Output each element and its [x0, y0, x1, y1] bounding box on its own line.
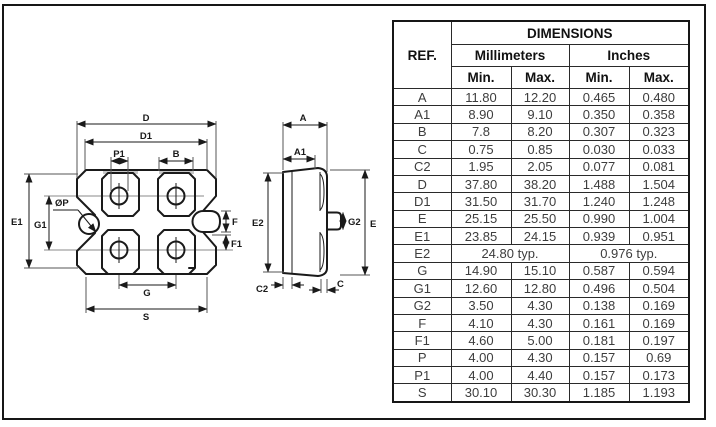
ref-cell: C: [393, 141, 451, 158]
dim-label-e2: E2: [252, 218, 264, 229]
dim-f: [221, 211, 238, 232]
package-top-view: [11, 113, 243, 323]
ref-cell: A: [393, 89, 451, 106]
dim-c2: [256, 277, 304, 295]
col-header-in-min: Min.: [569, 67, 629, 89]
dim-b: [159, 149, 193, 171]
dim-label-b: B: [172, 149, 180, 160]
dim-label-d1: D1: [139, 131, 153, 142]
dim-label-p1: P1: [113, 149, 125, 160]
dim-label-c: C: [337, 279, 344, 290]
ref-cell: F1: [393, 332, 451, 349]
terminal-pad: [102, 173, 139, 216]
table-row: D1 31.50 31.70 1.240 1.248: [393, 193, 689, 210]
unit-header-mm: Millimeters: [451, 45, 569, 67]
table-row: E1 23.85 24.15 0.939 0.951: [393, 228, 689, 245]
col-header-in-max: Max.: [629, 67, 689, 89]
dim-d1: [85, 131, 207, 170]
col-header-mm-max: Max.: [511, 67, 569, 89]
dim-a1: [283, 147, 315, 169]
dim-label-a: A: [299, 113, 307, 124]
dim-label-g: G: [143, 288, 151, 299]
table-row: C 0.75 0.85 0.030 0.033: [393, 141, 689, 158]
table-row: G 14.90 15.10 0.587 0.594: [393, 262, 689, 279]
table-row: E 25.15 25.50 0.990 1.004: [393, 210, 689, 227]
table-row: G1 12.60 12.80 0.496 0.504: [393, 280, 689, 297]
polarizing-tab: [203, 211, 220, 232]
dim-a: [283, 113, 327, 172]
terminal-bump: [320, 174, 324, 210]
dim-g: [119, 275, 176, 299]
table-row: F1 4.60 5.00 0.181 0.197: [393, 332, 689, 349]
dim-label-e: E: [370, 219, 377, 230]
terminal-bump: [320, 233, 324, 270]
table-row: S 30.10 30.30 1.185 1.193: [393, 384, 689, 402]
ref-cell: D1: [393, 193, 451, 210]
ref-cell: F: [393, 314, 451, 331]
table-title: DIMENSIONS: [451, 21, 689, 45]
dim-label-f1: F1: [231, 239, 243, 250]
dim-s: [86, 277, 207, 323]
ref-header: REF.: [393, 21, 451, 89]
ref-cell: P: [393, 349, 451, 366]
table-row: P 4.00 4.30 0.157 0.69: [393, 349, 689, 366]
table-row: C2 1.95 2.05 0.077 0.081: [393, 158, 689, 175]
dim-label-d: D: [142, 113, 150, 124]
table-row: B 7.8 8.20 0.307 0.323: [393, 123, 689, 140]
col-header-mm-min: Min.: [451, 67, 511, 89]
dim-label-e1: E1: [11, 217, 23, 228]
table-row: A1 8.90 9.10 0.350 0.358: [393, 106, 689, 123]
dim-label-f: F: [232, 217, 238, 228]
side-tab: [327, 213, 341, 230]
dim-g2: [343, 213, 361, 230]
dim-label-phi-p: ØP: [55, 198, 69, 209]
table-row: D 37.80 38.20 1.488 1.504: [393, 175, 689, 192]
dim-label-s: S: [142, 312, 150, 323]
ref-cell: P1: [393, 367, 451, 384]
ref-cell: G1: [393, 280, 451, 297]
ref-cell: G2: [393, 297, 451, 314]
dim-c: [309, 279, 344, 293]
dim-label-g2: G2: [348, 217, 361, 228]
ref-cell: E1: [393, 228, 451, 245]
ref-cell: E2: [393, 245, 451, 262]
dim-label-c2: C2: [256, 284, 269, 295]
dim-label-g1: G1: [34, 220, 47, 231]
dim-g1: [34, 196, 49, 250]
package-side-view: [252, 113, 376, 295]
table-row: F 4.10 4.30 0.161 0.169: [393, 314, 689, 331]
table-row: E2 24.80 typ. 0.976 typ.: [393, 245, 689, 262]
dimensions-table: [392, 20, 690, 403]
table-row: G2 3.50 4.30 0.138 0.169: [393, 297, 689, 314]
terminal-pad: [102, 230, 139, 274]
ref-cell: C2: [393, 158, 451, 175]
ref-cell: S: [393, 384, 451, 402]
ref-cell: E: [393, 210, 451, 227]
ref-cell: A1: [393, 106, 451, 123]
dim-e2: [252, 173, 284, 272]
ref-cell: D: [393, 175, 451, 192]
dim-d: [77, 113, 216, 178]
table-row: P1 4.00 4.40 0.157 0.173: [393, 367, 689, 384]
ref-cell: G: [393, 262, 451, 279]
ref-cell: B: [393, 123, 451, 140]
dim-label-a1: A1: [293, 147, 307, 158]
table-row: A 11.80 12.20 0.465 0.480: [393, 89, 689, 106]
unit-header-in: Inches: [569, 45, 689, 67]
